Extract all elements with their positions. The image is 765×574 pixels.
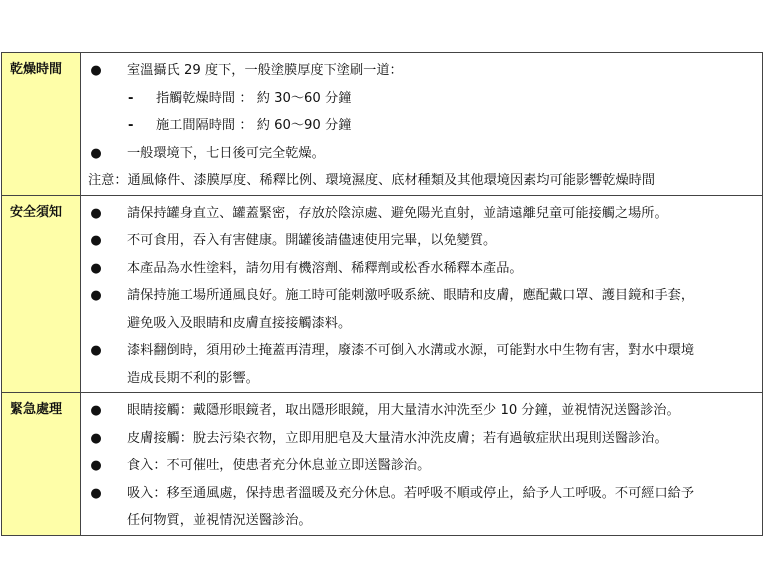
list-item	[81, 85, 762, 113]
item-text: 造成長期不利的影響。	[127, 370, 259, 386]
item-text: 請保持罐身直立、罐蓋緊密，存放於陰涼處、避免陽光直射，並請遠離兒童可能接觸之場所。	[127, 205, 668, 221]
item-text: 皮膚接觸：脫去污染衣物，立即用肥皂及大量清水沖洗皮膚；若有過敏症狀出現則送醫診治。	[127, 430, 668, 446]
list-item	[81, 337, 762, 365]
item-text: 任何物質，並視情況送醫診治。	[127, 513, 312, 528]
dash-marker: -	[128, 118, 134, 133]
list-item	[81, 200, 762, 228]
list-item	[81, 140, 762, 168]
section-label: 安全須知	[2, 196, 81, 393]
item-text: 指觸乾燥時間 ： 約 30～60 分鐘	[156, 90, 352, 106]
list-item	[81, 112, 762, 140]
item-text: 眼睛接觸：戴隱形眼鏡者，取出隱形眼鏡，用大量清水沖洗至少 10 分鐘，並視情況送醫診治。	[127, 403, 680, 418]
list-item-continuation	[81, 365, 762, 393]
list-item	[81, 57, 762, 85]
item-text: 漆料翻倒時，須用砂土掩蓋再清理，廢漆不可倒入水溝或水源，可能對水中生物有害，對水中環境	[127, 343, 695, 358]
bullet-icon: ●	[90, 233, 102, 248]
item-text: 食入：不可催吐，使患者充分休息並立即送醫診治。	[127, 458, 431, 473]
dash-marker: -	[128, 90, 134, 106]
item-text: 請保持施工場所通風良好。施工時可能刺激呼吸系統、眼睛和皮膚，應配戴口罩、護目鏡和手套，	[127, 288, 695, 303]
item-text: 避免吸入及眼睛和皮膚直接接觸漆料。	[127, 315, 352, 331]
note-line	[81, 167, 762, 195]
bullet-icon: ●	[90, 430, 102, 446]
item-text: 不可食用，吞入有害健康。開罐後請儘速使用完畢，以免變質。	[127, 233, 497, 248]
list-item	[81, 397, 762, 425]
list-item	[81, 282, 762, 310]
section-safety-notes	[2, 195, 762, 393]
item-text: 一般環境下，七日後可完全乾燥。	[127, 145, 325, 161]
section-drying-time	[2, 53, 762, 195]
section-label: 乾燥時間	[2, 53, 81, 195]
list-item-continuation	[81, 507, 762, 535]
item-text: 施工間隔時間 ： 約 60～90 分鐘	[156, 118, 352, 133]
bullet-icon: ●	[90, 343, 102, 358]
bullet-icon: ●	[90, 145, 102, 161]
section-label: 緊急處理	[2, 393, 81, 535]
section-content	[81, 196, 762, 393]
bullet-icon: ●	[90, 63, 102, 78]
list-item-continuation	[81, 310, 762, 338]
bullet-icon: ●	[90, 403, 102, 418]
info-table	[1, 52, 763, 536]
bullet-icon: ●	[90, 205, 102, 221]
item-text: 吸入：移至通風處，保持患者溫暖及充分休息。若呼吸不順或停止，給予人工呼吸。不可經口給予	[127, 485, 695, 501]
bullet-icon: ●	[90, 485, 102, 501]
note-text: 注意：通風條件、漆膜厚度、稀釋比例、環境濕度、底材種類及其他環境因素均可能影響乾燥時間	[88, 173, 656, 188]
bullet-icon: ●	[90, 288, 102, 303]
list-item	[81, 452, 762, 480]
list-item	[81, 255, 762, 283]
section-emergency	[2, 392, 762, 535]
list-item	[81, 227, 762, 255]
bullet-icon: ●	[90, 260, 102, 276]
item-text: 室溫攝氏 29 度下，一般塗膜厚度下塗刷一道：	[127, 63, 403, 78]
section-content	[81, 53, 762, 195]
list-item	[81, 480, 762, 508]
bullet-icon: ●	[90, 458, 102, 473]
item-text: 本產品為水性塗料，請勿用有機溶劑、稀釋劑或松香水稀釋本產品。	[127, 260, 523, 276]
list-item	[81, 425, 762, 453]
section-content	[81, 393, 762, 535]
